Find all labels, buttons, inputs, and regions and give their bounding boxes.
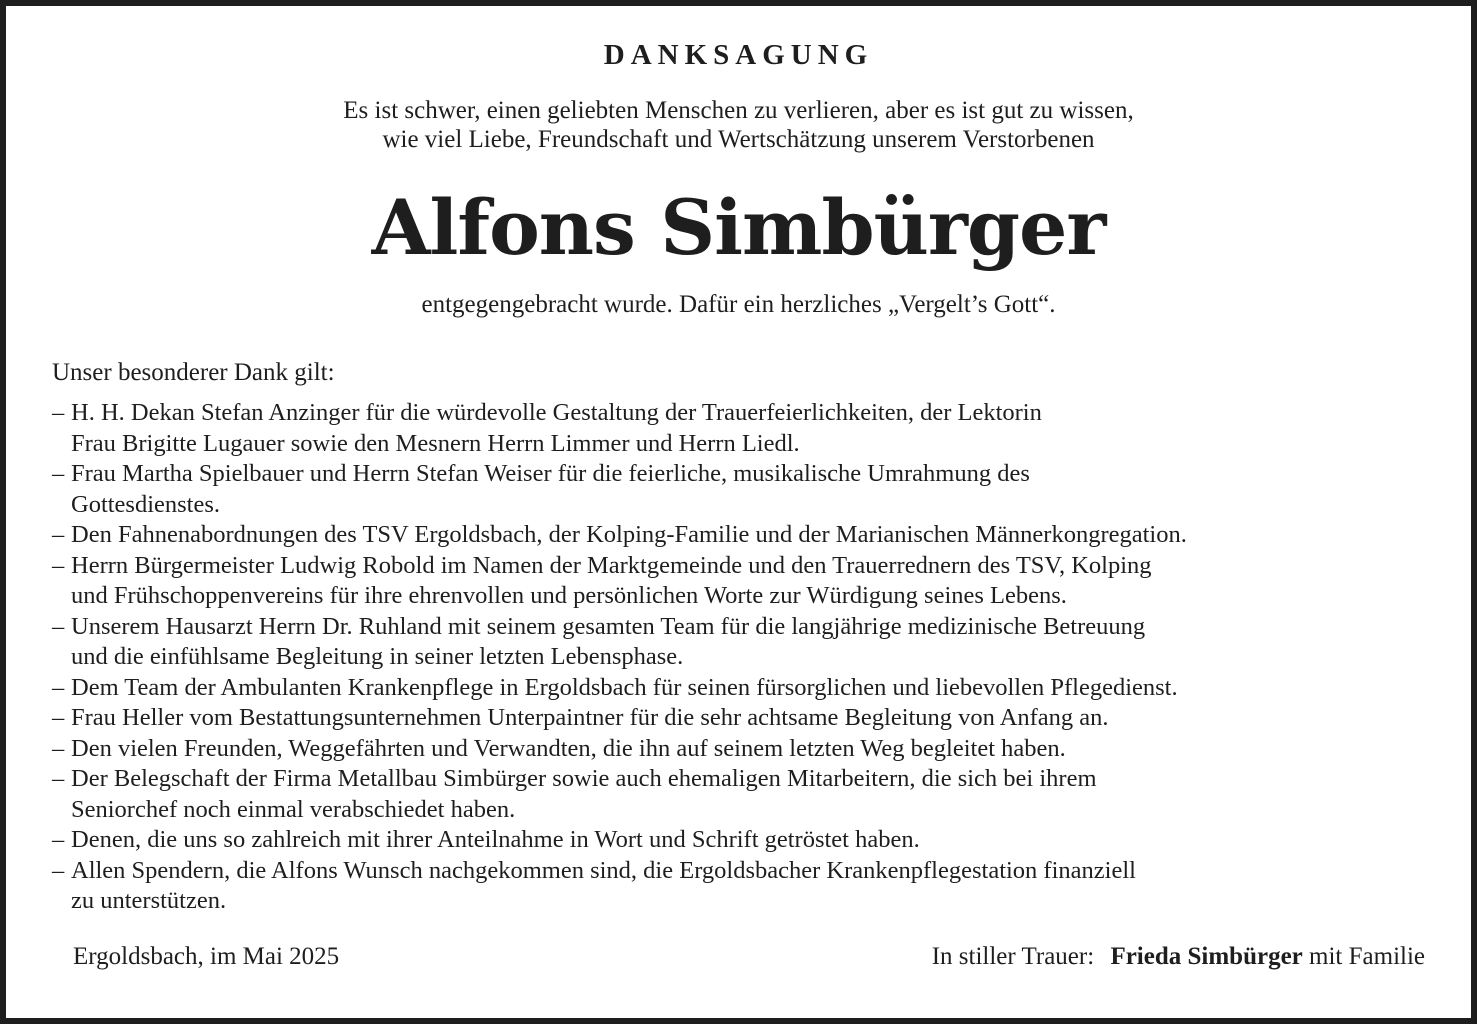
list-item-line: und Frühschoppenvereins für ihre ehrenvollen und persönlichen Worte zur Würdigung seines Lebens. xyxy=(71,582,1067,609)
intro-line-1: Es ist schwer, einen geliebten Menschen zu verlieren, aber es ist gut zu wissen, xyxy=(343,97,1134,124)
bullet-dash: – xyxy=(52,460,65,487)
list-item xyxy=(52,764,1452,825)
list-item-line: Allen Spendern, die Alfons Wunsch nachgekommen sind, die Ergoldsbacher Krankenpflegestation finanziell xyxy=(71,856,1136,884)
bullet-dash: – xyxy=(52,521,65,548)
signoff-suffix: mit Familie xyxy=(1309,943,1425,970)
bullet-dash: – xyxy=(52,704,65,731)
after-name-text: entgegengebracht wurde. Dafür ein herzliches „Vergelt’s Gott“. xyxy=(421,291,1056,318)
list-item-line: Dem Team der Ambulanten Krankenpflege in Ergoldsbach für seinen fürsorglichen und liebevollen Pflegedienst. xyxy=(71,673,1178,701)
bullet-dash: – xyxy=(52,765,65,792)
list-item-line: Frau Martha Spielbauer und Herrn Stefan Weiser für die feierliche, musikalische Umrahmung des xyxy=(71,460,1030,487)
signoff xyxy=(932,942,1425,972)
list-item-line: und die einfühlsame Begleitung in seiner letzten Lebensphase. xyxy=(71,643,684,670)
intro-text xyxy=(6,96,1471,154)
list-item xyxy=(52,520,1452,551)
list-item-line: Frau Brigitte Lugauer sowie den Mesnern Herrn Limmer und Herrn Liedl. xyxy=(71,429,800,457)
list-item-line: Gottesdienstes. xyxy=(71,490,221,518)
notice-heading: DANKSAGUNG xyxy=(603,39,874,71)
list-item xyxy=(52,551,1452,612)
list-item xyxy=(52,734,1452,765)
list-item-line: Den Fahnenabordnungen des TSV Ergoldsbach, der Kolping-Familie und der Marianischen Männerkongregation. xyxy=(71,521,1187,548)
list-item-line: Der Belegschaft der Firma Metallbau Simbürger sowie auch ehemaligen Mitarbeitern, die sich bei ihrem xyxy=(71,765,1097,792)
bullet-dash: – xyxy=(52,612,65,640)
bullet-dash: – xyxy=(52,551,65,579)
list-item-line: Unserem Hausarzt Herrn Dr. Ruhland mit seinem gesamten Team für die langjährige medizinische Betreuung xyxy=(71,612,1146,640)
list-item xyxy=(52,856,1452,917)
bullet-dash: – xyxy=(52,673,65,701)
intro-line-2: wie viel Liebe, Freundschaft und Wertschätzung unserem Verstorbenen xyxy=(382,126,1095,153)
list-item-line: Herrn Bürgermeister Ludwig Robold im Namen der Marktgemeinde und den Trauerrednern des TSV, Kolping xyxy=(71,551,1152,579)
list-item xyxy=(52,673,1452,704)
bullet-dash: – xyxy=(52,734,65,762)
list-item-line: Den vielen Freunden, Weggefährten und Verwandten, die ihn auf seinem letzten Weg begleitet haben. xyxy=(71,734,1066,762)
list-item-line: Denen, die uns so zahlreich mit ihrer Anteilnahme in Wort und Schrift getröstet haben. xyxy=(71,826,920,853)
place-date: Ergoldsbach, im Mai 2025 xyxy=(73,943,340,970)
bullet-dash: – xyxy=(52,399,65,426)
list-item xyxy=(52,703,1452,734)
bullet-dash: – xyxy=(52,826,65,853)
list-item-line: Seniorchef noch einmal verabschiedet haben. xyxy=(71,795,516,823)
list-item-line: Frau Heller vom Bestattungsunternehmen Unterpaintner für die sehr achtsame Begleitung von Anfang an. xyxy=(71,704,1109,731)
thanks-list xyxy=(52,398,1452,917)
list-item xyxy=(52,612,1452,673)
deceased-name: Alfons Simbürger xyxy=(371,183,1106,272)
list-item xyxy=(52,398,1452,459)
list-item-line: zu unterstützen. xyxy=(71,887,227,914)
list-item xyxy=(52,459,1452,520)
list-item xyxy=(52,825,1452,856)
thanks-lead: Unser besonderer Dank gilt: xyxy=(52,359,335,386)
signoff-prefix: In stiller Trauer: xyxy=(931,943,1095,970)
signer-name: Frieda Simbürger xyxy=(1110,943,1303,970)
list-item-line: H. H. Dekan Stefan Anzinger für die würdevolle Gestaltung der Trauerfeierlichkeiten, der Lektorin xyxy=(71,399,1042,426)
bullet-dash: – xyxy=(52,856,65,884)
